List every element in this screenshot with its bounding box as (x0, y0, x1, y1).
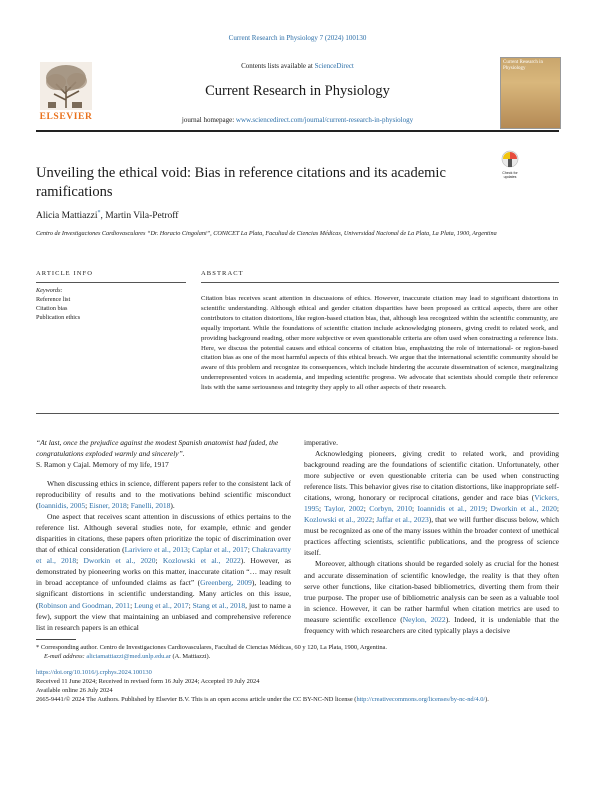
author-2[interactable]: Martin Vila-Petroff (105, 211, 179, 222)
masthead-rule (36, 130, 559, 132)
article-info-rule (36, 282, 186, 283)
citation-link[interactable]: Caplar et al., 2017 (191, 545, 248, 555)
check-for-updates-icon (500, 150, 520, 172)
email-suffix: (A. Mattiazzi). (172, 653, 211, 660)
keyword-item: Citation bias (36, 305, 68, 312)
journal-citation-link[interactable]: Current Research in Physiology 7 (2024) 100130 (228, 34, 367, 42)
citation-link[interactable]: Fanelli, 2018 (130, 501, 171, 511)
citation-link[interactable]: Ioannidis, 2005 (38, 501, 86, 511)
abstract-bottom-rule (36, 413, 559, 414)
paragraph-text: ; (155, 556, 163, 566)
paragraph-text: ). Indeed, it is undeniable that the frequency with which researchers are cited typically plays a decisive (304, 614, 559, 635)
paragraph-text: ; (188, 600, 193, 610)
author-list (36, 210, 178, 221)
doi-link[interactable]: https://doi.org/10.1016/j.crphys.2024.100130 (36, 669, 152, 676)
citation-link[interactable]: Leung et al., 2017 (134, 600, 189, 610)
body-paragraph (304, 448, 559, 558)
article-title: Unveiling the ethical void: Bias in reference citations and its academic ramifications (36, 165, 446, 200)
body-right-first-line: imperative. (304, 438, 338, 447)
footnote-rule (36, 639, 76, 640)
email-label: E-mail address: (44, 653, 85, 660)
cover-title: Current Research in Physiology (503, 60, 543, 71)
keywords-label: Keywords: (36, 287, 63, 294)
paragraph-text: When discussing ethics in science, different papers refer to the consistent lack of reproducibility of results and to the motivations behind scientific misconduct ( (36, 479, 291, 511)
paragraph-text: ; (247, 545, 252, 555)
paragraph-text: ; (187, 545, 192, 555)
citation-link[interactable]: Kozlowski et al., 2022 (304, 515, 373, 525)
paragraph-text: ; (76, 556, 84, 566)
paragraph-text: , just to name a few), support the view that maintaining an unbiased and comprehensive reference list in research papers is an ethical (36, 600, 291, 632)
received-dates: Received 11 June 2024; Received in revised form 16 July 2024; Accepted 19 July 2024 (36, 678, 260, 685)
epigraph-attribution: S. Ramon y Cajal. Memory of my life, 1917 (36, 460, 169, 469)
citation-link[interactable]: Chakravartty et al., 2018 (36, 545, 291, 566)
paragraph-text: ; (485, 504, 491, 514)
citation-link[interactable]: Kozlowski et al., 2022 (162, 556, 241, 566)
citation-link[interactable]: Taylor, 2002 (324, 504, 364, 514)
publisher-name: ELSEVIER (39, 112, 93, 122)
contents-prefix: Contents lists available at (241, 62, 313, 70)
epigraph-quote: “At last, once the prejudice against the modest Spanish anatomist had faded, the congratulations exploded warmly and sincerely”. (36, 438, 279, 458)
citation-link[interactable]: Dworkin et al., 2020 (83, 556, 156, 566)
abstract-rule (201, 282, 559, 283)
paragraph-text: ; (372, 515, 377, 525)
body-right-column (304, 448, 559, 636)
paragraph-text: ; (85, 501, 90, 511)
sciencedirect-link[interactable]: ScienceDirect (314, 62, 354, 70)
footnote-mark: * (36, 644, 40, 651)
license-line (36, 695, 559, 704)
paragraph-text: ; (556, 504, 559, 514)
citation-link[interactable]: Dworkin et al., 2020 (490, 504, 557, 514)
paragraph-text: Acknowledging pioneers, giving credit to related work, and providing background reading are the foundations of scientific citation. Unfortunately, other more subjective or even questionable criteria can be used when constructing reference lists. This behavior gives rise to citation distortions, like inappropriate self-citations, wrong, honorary or reciprocal citations, gender and race bias ( (304, 449, 559, 503)
paragraph-text: ). (170, 501, 175, 511)
corresponding-footnote (36, 643, 565, 652)
paragraph-text: One aspect that receives scant attention in discussions of ethics pertains to the reference list. Although several studies note, for example, ethnic and gender disparities in citations, these papers often prioritize the topic of discrimination over that of ethical consideration ( (36, 512, 291, 555)
body-paragraph (36, 478, 291, 511)
citation-link[interactable]: Stang et al., 2018 (192, 600, 246, 610)
citation-link[interactable]: Jaffar et al., 2023 (376, 515, 429, 525)
citation-link[interactable]: Greenberg, 2009 (200, 578, 252, 588)
paragraph-text: ; (126, 501, 131, 511)
corresponding-text: Corresponding author. Centro de Investigaciones Cardiovasculares, Facultad de Ciencias Médicas, 60 y 120, La Plata, 1900, Argentina. (40, 644, 387, 651)
homepage-link[interactable]: www.sciencedirect.com/journal/current-research-in-physiology (235, 116, 414, 124)
citation-link[interactable]: Lariviere et al., 2013 (124, 545, 188, 555)
license-link[interactable]: http://creativecommons.org/licenses/by-nc-nd/4.0/ (356, 696, 486, 703)
keyword-item: Publication ethics (36, 314, 81, 321)
body-left-column (36, 478, 291, 633)
paragraph-text: ; (411, 504, 418, 514)
paragraph-text: ). However, as demonstrated by pioneering works on this matter, inaccurate citation “… may result in broad acceptance of unfounded claims as fact” ( (36, 556, 292, 588)
journal-name: Current Research in Physiology (205, 83, 390, 99)
available-date: Available online 26 July 2024 (36, 687, 113, 694)
paragraph-text: ; (319, 504, 325, 514)
license-prefix: 2665-9441/© 2024 The Authors. Published by Elsevier B.V. This is an open access article under the CC BY-NC-ND license ( (36, 696, 357, 703)
affiliation: Centro de Investigaciones Cardiovasculares “Dr. Horacio Cingolani”, CONICET La Plata, Facultad de Ciencias Médicas, Universidad Nacional de La Plata, La Plata, 1900, Argentina (36, 230, 497, 237)
check-for-updates-badge[interactable] (500, 150, 520, 180)
corresponding-mark[interactable]: * (97, 210, 101, 216)
paragraph-text: ), leading to significant distortions in scientific understanding. Many articles on this issue, ( (36, 578, 291, 610)
article-info-heading: ARTICLE INFO (36, 270, 94, 277)
email-footnote (36, 652, 567, 661)
homepage-prefix: journal homepage: (181, 116, 235, 124)
citation-link[interactable]: Robinson and Goodman, 2011 (38, 600, 131, 610)
paragraph-text: ; (363, 504, 370, 514)
citation-link[interactable]: Corbyn, 2010 (369, 504, 412, 514)
citation-link[interactable]: Neylon, 2022 (402, 614, 446, 624)
body-paragraph (36, 511, 291, 633)
abstract-heading: ABSTRACT (201, 270, 244, 277)
abstract-text: Citation bias receives scant attention in discussions of ethics. However, inaccurate citation may lead to significant distortions in scientific understanding. Although ethical and gender citation disparities have been proposed as critical aspects, there are other contributors to citation distortions, like region-based citation bias, that, although less recognized within the scientific community, are equally important. While the foundations of scientific citation include acknowledging pioneers, giving credit to related work, and providing background reading, other more subjective or even questionable criteria are often used when constructing a reference lists. Here, we discuss the potential causes and ethical concerns of citation bias, emphasizing the role of international- or region-based citation bias as one of the most harmful aspects of this ethical breach. We argue that the international scientific community should be aware of this problem and recognize its consequences, which include hindering the accurate dissemination of science, marginalizing underrepresented voices in academia, and impeding scientific progress. We advocate that scientists should compile their reference lists with the same seriousness and integrity they apply to all other aspects of their research. (201, 295, 558, 392)
citation-link[interactable]: Vickers, 1995 (304, 493, 559, 514)
keyword-item: Reference list (36, 296, 71, 303)
paragraph-text: ; (130, 600, 135, 610)
body-paragraph (304, 558, 559, 635)
license-suffix: ). (485, 696, 489, 703)
citation-link[interactable]: Eisner, 2018 (89, 501, 127, 511)
author-1[interactable]: Alicia Mattiazzi (36, 211, 98, 222)
paragraph-text: Moreover, although citations should be regarded solely as crucial for the honest and accurate dissemination of scientific knowledge, the reality is that they often serve other functions, like citation-based bibliometrics, diverting them from their true purpose. The proper use of bibliometric analysis can be seen as a valuable tool in science. However, it can be rather harmful when citation metrics are used to measure scientific excellence ( (304, 559, 559, 624)
author-separator: , (100, 211, 106, 222)
paragraph-text: ), that we will further discuss below, which must be recognized as one of the many issues within the broader context of unethical practices affecting scientists, scientific publications, and the progress of science itself. (304, 515, 559, 558)
check-for-updates-label: Check for updates (502, 171, 518, 179)
citation-link[interactable]: Ioannidis et al., 2019 (417, 504, 486, 514)
email-link[interactable]: aliciamattiazzi@med.unlp.edu.ar (86, 653, 171, 660)
